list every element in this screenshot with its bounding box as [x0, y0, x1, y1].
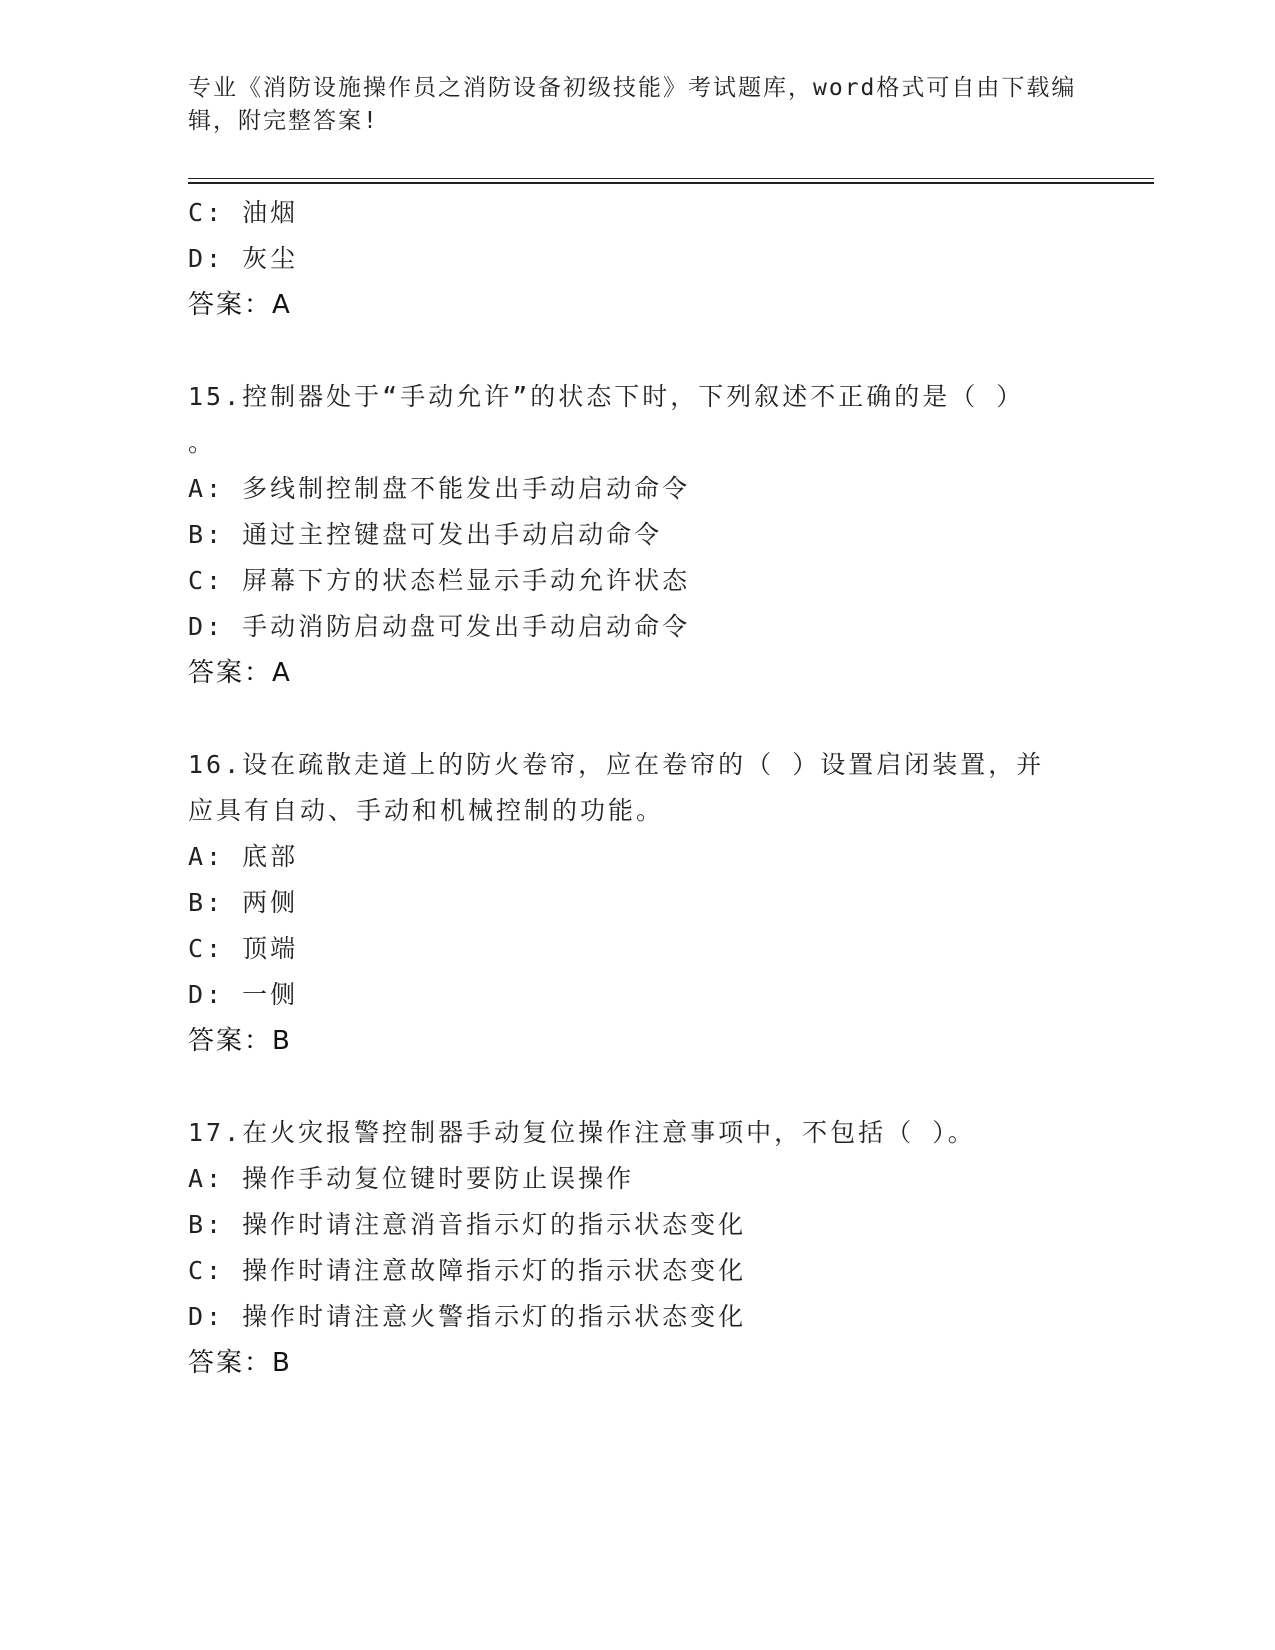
answer-line: 答案：A: [188, 290, 292, 320]
option-text: 底部: [242, 842, 299, 871]
option-label: D:: [188, 244, 225, 273]
option-label: C:: [188, 934, 225, 963]
question-stem: [188, 1110, 1088, 1156]
option-text: 操作手动复位键时要防止误操作: [242, 1164, 635, 1193]
option-line: [188, 604, 1148, 650]
option-text: 油烟: [242, 198, 299, 227]
option-label: A:: [188, 474, 225, 503]
option-label: D:: [188, 980, 225, 1009]
header-rule-thin: [188, 178, 1154, 179]
option-text: 灰尘: [242, 244, 299, 273]
option-label: B:: [188, 1210, 225, 1239]
option-line: [188, 926, 1148, 972]
option-line: [188, 190, 1148, 236]
stem-line: 16.设在疏散走道上的防火卷帘，应在卷帘的（ ）设置启闭装置，并: [188, 750, 1045, 779]
option-label: A:: [188, 842, 225, 871]
stem-line: 。: [188, 428, 217, 457]
option-text: 顶端: [242, 934, 299, 963]
option-text: 多线制控制盘不能发出手动启动命令: [242, 474, 691, 503]
stem-line: 17.在火灾报警控制器手动复位操作注意事项中，不包括（ ）。: [188, 1118, 976, 1147]
option-line: [188, 834, 1148, 880]
question-content: [188, 190, 1148, 1386]
option-label: C:: [188, 1256, 225, 1285]
option-text: 屏幕下方的状态栏显示手动允许状态: [242, 566, 691, 595]
header-line-2: 辑，附完整答案!: [188, 108, 379, 134]
option-line: [188, 1294, 1148, 1340]
answer-line: 答案：B: [188, 1348, 292, 1378]
option-line: [188, 236, 1148, 282]
option-line: [188, 1202, 1148, 1248]
option-text: 一侧: [242, 980, 299, 1009]
option-label: D:: [188, 1302, 225, 1331]
option-line: [188, 972, 1148, 1018]
option-text: 操作时请注意故障指示灯的指示状态变化: [242, 1256, 747, 1285]
option-text: 操作时请注意火警指示灯的指示状态变化: [242, 1302, 747, 1331]
answer-line: 答案：B: [188, 1026, 292, 1056]
option-text: 通过主控键盘可发出手动启动命令: [242, 520, 663, 549]
question-16: [188, 742, 1148, 1064]
question-15: [188, 374, 1148, 696]
page-header: [188, 72, 1078, 138]
continued-question: [188, 190, 1148, 328]
option-label: A:: [188, 1164, 225, 1193]
option-label: D:: [188, 612, 225, 641]
option-text: 手动消防启动盘可发出手动启动命令: [242, 612, 691, 641]
question-17: [188, 1110, 1148, 1386]
option-label: B:: [188, 888, 225, 917]
option-line: [188, 466, 1148, 512]
option-line: [188, 558, 1148, 604]
option-label: C:: [188, 566, 225, 595]
option-line: [188, 880, 1148, 926]
question-stem: [188, 742, 1088, 834]
option-label: C:: [188, 198, 225, 227]
stem-line: 应具有自动、手动和机械控制的功能。: [188, 796, 665, 825]
header-rule-thick: [188, 182, 1154, 184]
question-stem: [188, 374, 1088, 466]
option-line: [188, 512, 1148, 558]
option-text: 两侧: [242, 888, 299, 917]
header-line-1: 专业《消防设施操作员之消防设备初级技能》考试题库，word格式可自由下载编: [188, 75, 1077, 101]
option-line: [188, 1156, 1148, 1202]
answer-line: 答案：A: [188, 658, 292, 688]
option-text: 操作时请注意消音指示灯的指示状态变化: [242, 1210, 747, 1239]
option-line: [188, 1248, 1148, 1294]
option-label: B:: [188, 520, 225, 549]
stem-line: 15.控制器处于“手动允许”的状态下时，下列叙述不正确的是（ ）: [188, 382, 1025, 411]
